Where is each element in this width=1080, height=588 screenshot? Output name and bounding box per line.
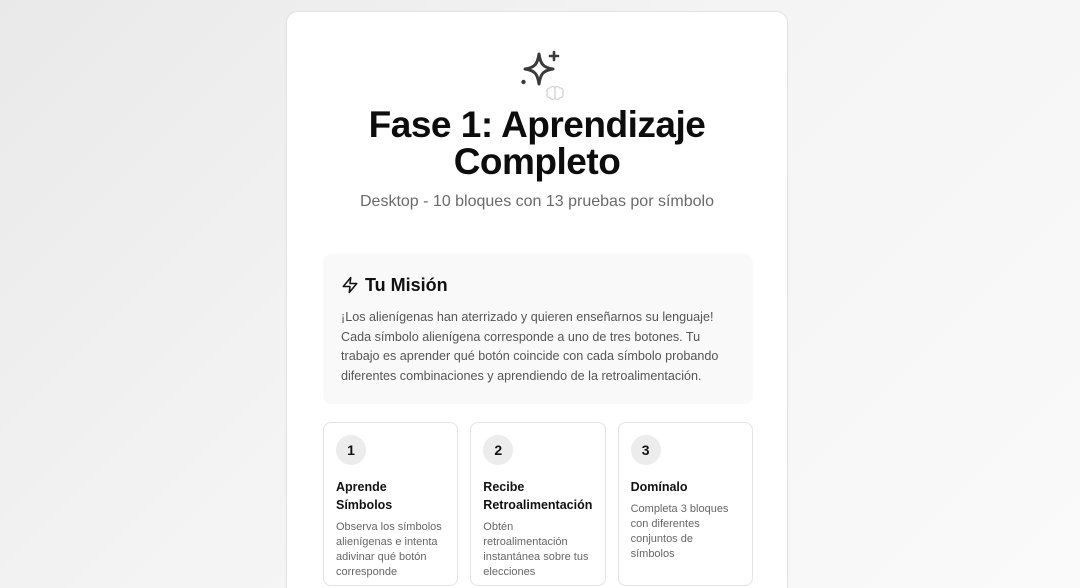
step-description: Completa 3 bloques con diferentes conjuntos de símbolos bbox=[630, 503, 729, 560]
page-title-line-1: Fase 1: Aprendizaje bbox=[368, 104, 706, 145]
step-number-badge: 2 bbox=[483, 435, 513, 465]
page-title-line-2: Completo bbox=[453, 141, 621, 182]
step-number-badge: 1 bbox=[336, 435, 366, 465]
sparkles-icon bbox=[515, 48, 571, 104]
steps-row bbox=[323, 422, 753, 586]
step-title: Domínalo bbox=[630, 480, 688, 494]
step-card-3 bbox=[618, 422, 753, 586]
mission-text: ¡Los alienígenas han aterrizado y quieren enseñarnos su lenguaje! Cada símbolo alienígena corresponde a uno de tres botones. Tu trabajo es aprender qué botón coincide con cada símbolo probando diferentes combinaciones y aprendiendo de la retroalimentación. bbox=[341, 310, 719, 383]
step-number-badge: 3 bbox=[631, 435, 661, 465]
page-subtitle: Desktop - 10 bloques con 13 pruebas por símbolo bbox=[360, 193, 714, 210]
mission-header bbox=[341, 274, 735, 296]
intro-card bbox=[286, 11, 788, 588]
step-description: Obtén retroalimentación instantánea sobre tus elecciones bbox=[483, 521, 589, 578]
lightning-icon bbox=[341, 276, 359, 294]
mission-title: Tu Misión bbox=[365, 274, 448, 295]
step-description: Observa los símbolos alienígenas e intenta adivinar qué botón corresponde bbox=[336, 521, 442, 578]
page-title bbox=[287, 106, 787, 180]
step-card-1 bbox=[323, 422, 458, 586]
mission-panel bbox=[323, 254, 753, 404]
step-title: Aprende Símbolos bbox=[336, 480, 393, 512]
step-card-2 bbox=[470, 422, 605, 586]
step-title: Recibe Retroalimentación bbox=[483, 480, 593, 512]
